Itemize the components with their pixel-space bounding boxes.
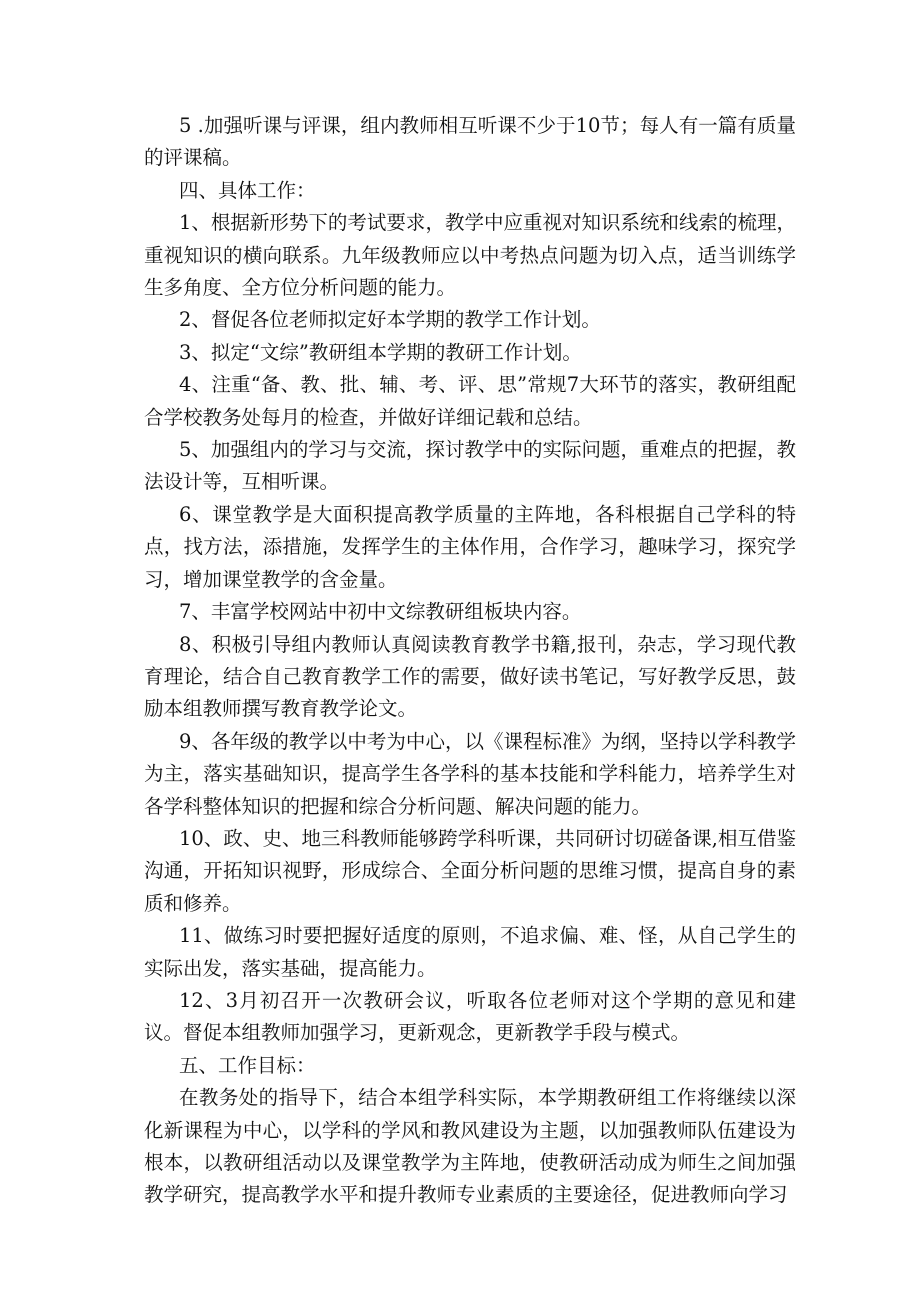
section-heading-specific-work: 四、具体工作： [179,178,316,202]
document-body [144,110,796,1212]
paragraph-item-10: 10、政、史、地三科教师能够跨学科听课，共同研讨切磋备课,相互借鉴沟通，开拓知识视野，形成综合、全面分析问题的思维习惯，提高自身的素质和修养。 [144,826,796,915]
paragraph-item-3: 3、拟定“文综”教研组本学期的教研工作计划。 [179,340,582,364]
paragraph-item-8: 8、积极引导组内教师认真阅读教育教学书籍,报刊，杂志，学习现代教育理论，结合自己教育教学工作的需要，做好读书笔记，写好教学反思，鼓励本组教师撰写教育教学论文。 [144,632,796,721]
paragraph-item-6: 6、课堂教学是大面积提高教学质量的主阵地，各科根据自己学科的特点，找方法，添措施，发挥学生的主体作用，合作学习，趣味学习，探究学习，增加课堂教学的含金量。 [144,502,796,591]
paragraph-item-7: 7、丰富学校网站中初中文综教研组板块内容。 [179,600,582,624]
paragraph-item-11: 11、做练习时要把握好适度的原则，不追求偏、难、怪，从自己学生的实际出发，落实基础，提高能力。 [144,924,796,980]
paragraph-item-5-lesson-observation: 5 .加强听课与评课，组内教师相互听课不少于10节；每人有一篇有质量的评课稿。 [144,114,796,170]
paragraph-item-2: 2、督促各位老师拟定好本学期的教学工作计划。 [179,308,601,332]
section-heading-work-goals: 五、工作目标： [179,1053,316,1077]
paragraph-work-goals-body: 在教务处的指导下，结合本组学科实际，本学期教研组工作将继续以深化新课程为中心，以学科的学风和教风建设为主题，以加强教师队伍建设为根本，以教研组活动以及课堂教学为主阵地，使教研活动成为师生之间加强教学研究，提高教学水平和提升教师专业素质的主要途径，促进教师向学习 [144,1086,796,1207]
paragraph-item-5: 5、加强组内的学习与交流，探讨教学中的实际问题，重难点的把握，教法设计等，互相听课。 [144,438,796,494]
paragraph-item-4: 4、注重“备、教、批、辅、考、评、思”常规7大环节的落实，教研组配合学校教务处每月的检查，并做好详细记载和总结。 [144,373,796,429]
paragraph-item-12: 12、3月初召开一次教研会议，听取各位老师对这个学期的意见和建议。督促本组教师加强学习，更新观念，更新教学手段与模式。 [144,988,796,1045]
paragraph-item-9: 9、各年级的教学以中考为中心，以《课程标准》为纲，坚持以学科教学为主，落实基础知识，提高学生各学科的基本技能和学科能力，培养学生对各学科整体知识的把握和综合分析问题、解决问题的能力。 [144,729,796,818]
paragraph-item-1: 1、根据新形势下的考试要求，教学中应重视对知识系统和线索的梳理，重视知识的横向联系。九年级教师应以中考热点问题为切入点，适当训练学生多角度、全方位分析问题的能力。 [144,211,796,300]
